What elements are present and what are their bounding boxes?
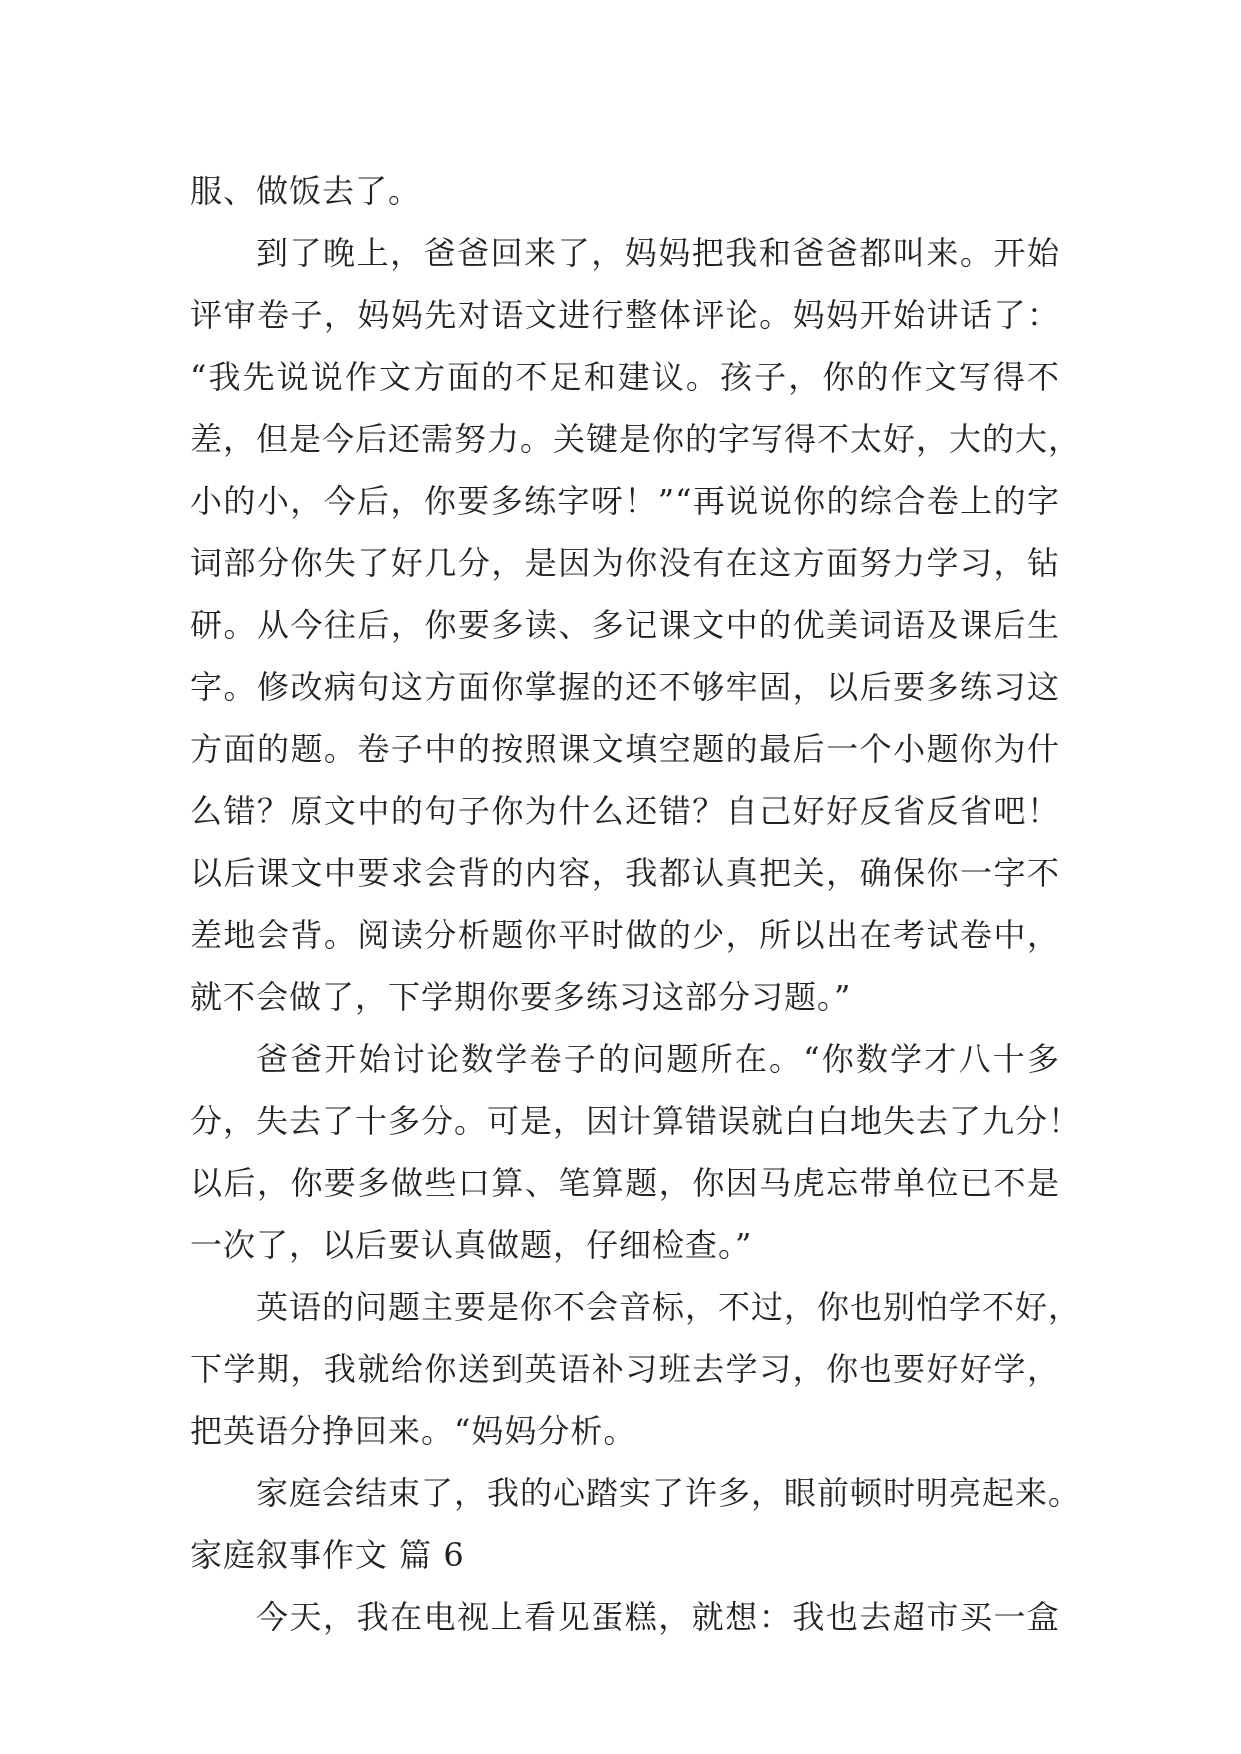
text-line: 一次了，以后要认真做题，仔细检查。”: [190, 1226, 753, 1264]
text-line: 方面的题。卷子中的按照课文填空题的最后一个小题你为什: [190, 730, 1060, 768]
text-line: 词部分你失了好几分，是因为你没有在这方面努力学习，钻: [190, 544, 1060, 582]
text-line: 到了晚上，爸爸回来了，妈妈把我和爸爸都叫来。开始: [256, 234, 1060, 272]
text-line: 差，但是今后还需努力。关键是你的字写得不太好，大的大，: [190, 420, 1082, 458]
text-line: 今天，我在电视上看见蛋糕，就想：我也去超市买一盒: [256, 1598, 1060, 1636]
text-line: 研。从今往后，你要多读、多记课文中的优美词语及课后生: [190, 606, 1060, 644]
text-line: 字。修改病句这方面你掌握的还不够牢固，以后要多练习这: [190, 668, 1060, 706]
text-line: 分，失去了十多分。可是，因计算错误就白白地失去了九分！: [190, 1102, 1082, 1140]
text-line: 爸爸开始讨论数学卷子的问题所在。“你数学才八十多: [256, 1040, 1060, 1078]
text-line: 下学期，我就给你送到英语补习班去学习，你也要好好学，: [190, 1350, 1060, 1388]
text-line: 以后课文中要求会背的内容，我都认真把关，确保你一字不: [190, 854, 1060, 892]
text-line: 英语的问题主要是你不会音标，不过，你也别怕学不好，: [256, 1288, 1082, 1326]
text-line: 评审卷子，妈妈先对语文进行整体评论。妈妈开始讲话了：: [190, 296, 1060, 334]
text-line: 就不会做了，下学期你要多练习这部分习题。”: [190, 978, 852, 1016]
text-line: 以后，你要多做些口算、笔算题，你因马虎忘带单位已不是: [190, 1164, 1060, 1202]
text-line: 把英语分挣回来。“妈妈分析。: [190, 1412, 637, 1450]
text-line: 小的小，今后，你要多练字呀！”“再说说你的综合卷上的字: [190, 482, 1060, 520]
text-line: 家庭会结束了，我的心踏实了许多，眼前顿时明亮起来。: [256, 1474, 1082, 1512]
text-line: 么错？原文中的句子你为什么还错？自己好好反省反省吧！: [190, 792, 1060, 830]
text-line: 服、做饭去了。: [190, 172, 422, 210]
text-line: “我先说说作文方面的不足和建议。孩子，你的作文写得不: [190, 358, 1060, 396]
text-line: 差地会背。阅读分析题你平时做的少，所以出在考试卷中，: [190, 916, 1060, 954]
section-heading: 家庭叙事作文 篇 6: [190, 1536, 465, 1574]
essay-body: [190, 160, 1082, 1648]
